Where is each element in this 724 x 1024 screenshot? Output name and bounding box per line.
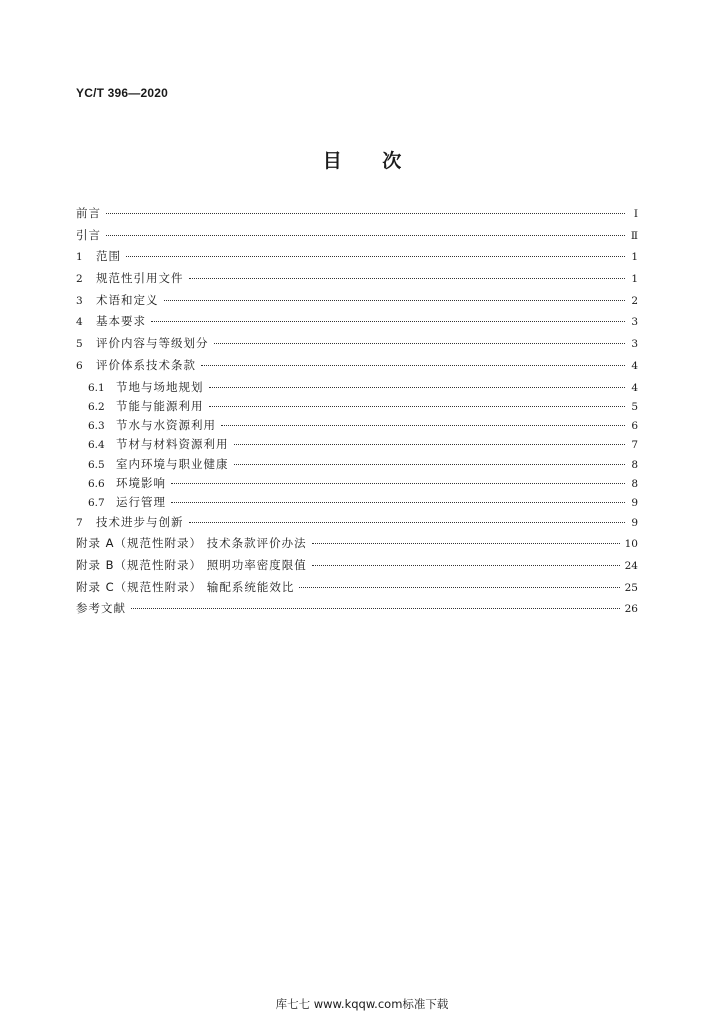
toc-dot-leader [221,425,625,426]
toc-entry[interactable] [76,494,638,513]
toc-entry-number: 6.2 [88,400,105,413]
toc-dot-leader [131,608,620,609]
toc-entry-page: 3 [631,316,638,329]
toc-dot-leader [209,406,626,407]
toc-entry-page: 2 [631,294,638,307]
toc-entry-number: 1 [76,251,83,264]
toc-entry[interactable] [76,227,638,249]
toc-entry-number: 3 [76,294,83,307]
toc-dot-leader [312,543,620,544]
toc-entry-number: 6 [76,359,83,372]
toc-dot-leader [201,365,625,366]
toc-entry-title: 附录 C（规范性附录） 输配系统能效比 [76,579,295,594]
toc-entry[interactable] [76,357,638,379]
toc-dot-leader [189,278,626,279]
toc-entry-page: 26 [624,603,638,616]
toc-entry-page: 6 [631,420,638,433]
toc-entry[interactable] [76,313,638,335]
footer-watermark: 库七七 www.kqqw.com标准下载 [275,997,449,1011]
toc-dot-leader [151,321,625,322]
toc-entry[interactable] [76,248,638,270]
toc-entry-page: 1 [631,251,638,264]
toc-entry-title: 参考文献 [76,601,126,616]
toc-entry-title: 技术进步与创新 [96,514,184,529]
toc-entry[interactable] [76,270,638,292]
toc-entry-number: 6.4 [88,439,105,452]
toc-dot-leader [171,483,625,484]
toc-entry-page: 1 [631,273,638,286]
toc-entry-number: 5 [76,338,83,351]
toc-dot-leader [171,502,625,503]
toc-entry-page: 5 [631,400,638,413]
toc-entry[interactable] [76,475,638,494]
toc-entry-number: 6.7 [88,497,105,510]
toc-dot-leader [312,565,620,566]
toc-entry-title: 范围 [96,249,121,264]
toc-dot-leader [299,587,619,588]
toc-entry-title: 规范性引用文件 [96,271,184,286]
toc-entry[interactable] [76,557,638,579]
toc-entry-title: 附录 A（规范性附录） 技术条款评价办法 [76,536,307,551]
toc-entry-page: 8 [631,458,638,471]
toc-entry[interactable] [76,600,638,622]
toc-entry-number: 7 [76,516,83,529]
toc-entry[interactable] [76,205,638,227]
toc-entry-number: 4 [76,316,83,329]
toc-dot-leader [234,444,626,445]
toc-entry[interactable] [76,535,638,557]
toc-entry[interactable] [76,292,638,314]
page-title: 目 次 [322,150,402,172]
toc-dot-leader [234,464,626,465]
toc-entry-number: 6.3 [88,420,105,433]
toc-entry-page: 25 [624,581,638,594]
toc-entry[interactable] [76,398,638,417]
toc-entry[interactable] [76,379,638,398]
document-code: YC/T 396—2020 [76,86,168,100]
toc-entry-page: 9 [631,497,638,510]
toc-entry-title: 前言 [76,206,101,220]
toc-dot-leader [189,522,626,523]
toc-entry[interactable] [76,436,638,455]
toc-entry[interactable] [76,417,638,436]
toc-entry-number: 6.5 [88,458,105,471]
toc-entry-title: 节材与材料资源利用 [116,437,229,452]
toc-entry-title: 评价体系技术条款 [96,357,196,372]
toc-entry-title: 评价内容与等级划分 [96,336,209,351]
toc-entry-page: Ⅱ [630,229,638,242]
toc-entry[interactable] [76,335,638,357]
toc-dot-leader [126,256,625,257]
toc-entry-title: 环境影响 [116,475,166,490]
toc-entry[interactable] [76,579,638,601]
toc-entry-title: 节地与场地规划 [116,379,204,394]
toc-entry[interactable] [76,456,638,475]
toc-entry-page: 24 [624,559,638,572]
toc-entry-title: 引言 [76,227,101,242]
toc-entry-title: 室内环境与职业健康 [116,456,229,471]
toc-entry-title: 运行管理 [116,495,166,510]
table-of-contents [76,205,638,622]
toc-entry-page: 7 [631,439,638,452]
toc-entry-page: Ⅰ [633,208,638,220]
toc-entry-title: 附录 B（规范性附录） 照明功率密度限值 [76,557,307,572]
toc-entry-page: 9 [631,516,638,529]
toc-entry-page: 8 [631,477,638,490]
toc-dot-leader [209,387,626,388]
toc-entry-title: 基本要求 [96,314,146,329]
toc-entry-page: 10 [624,538,638,551]
toc-entry-page: 4 [631,359,638,372]
toc-dot-leader [214,343,626,344]
toc-entry-page: 3 [631,338,638,351]
toc-dot-leader [106,213,625,214]
toc-entry-page: 4 [631,381,638,394]
toc-dot-leader [164,300,626,301]
toc-entry-number: 6.1 [88,381,105,394]
toc-entry-title: 节能与能源利用 [116,398,204,413]
toc-entry-number: 6.6 [88,477,105,490]
toc-entry[interactable] [76,514,638,536]
toc-entry-number: 2 [76,273,83,286]
toc-entry-title: 节水与水资源利用 [116,418,216,433]
toc-entry-title: 术语和定义 [96,292,159,307]
toc-dot-leader [106,235,625,236]
